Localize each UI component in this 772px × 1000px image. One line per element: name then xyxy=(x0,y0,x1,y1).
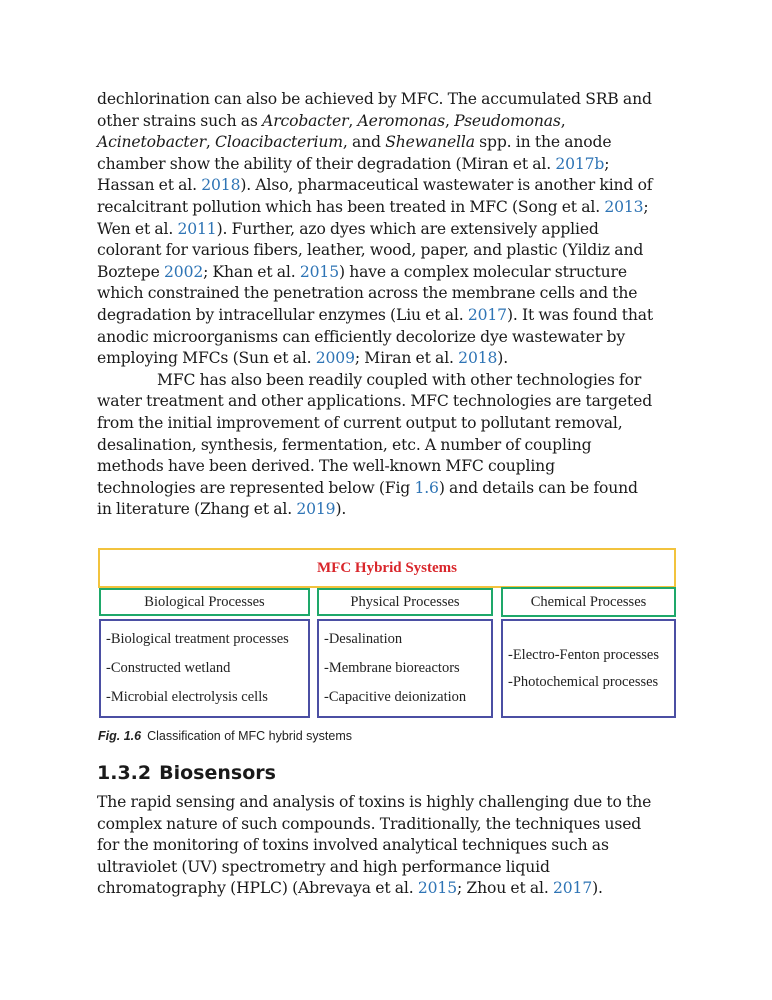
figure-caption-text: Classification of MFC hybrid systems xyxy=(147,729,352,743)
section-title: Biosensors xyxy=(159,762,276,784)
text-run: , xyxy=(560,111,566,130)
body-text-top xyxy=(97,89,677,521)
text-run: anodic microorganisms can efficiently decolorize dye wastewater by xyxy=(97,327,626,346)
text-line xyxy=(97,240,677,262)
text-line xyxy=(97,197,677,219)
figure-reference-link[interactable]: 1.6 xyxy=(414,478,439,497)
text-run: which constrained the penetration across the membrane cells and the xyxy=(97,284,638,303)
text-line xyxy=(97,456,677,478)
figure-title: MFC Hybrid Systems xyxy=(317,559,457,576)
column-header-label: Chemical Processes xyxy=(530,593,647,610)
text-run: employing MFCs (Sun et al. xyxy=(97,349,316,368)
figure-mfc-hybrid-systems xyxy=(98,548,676,720)
text-line xyxy=(97,154,677,176)
text-run: dechlorination can also be achieved by MFC. The accumulated SRB and xyxy=(97,90,652,108)
text-run: ; xyxy=(604,154,610,173)
paragraph-biosensors xyxy=(97,792,677,900)
citation-link[interactable]: 2013 xyxy=(604,197,644,216)
text-run: ). Also, pharmaceutical wastewater is another kind of xyxy=(240,176,653,195)
text-run: ). xyxy=(335,500,347,519)
text-run: in literature (Zhang et al. xyxy=(97,500,297,519)
species-name: Aeromonas xyxy=(357,111,446,130)
text-run: degradation by intracellular enzymes (Liu et al. xyxy=(97,305,468,324)
text-line xyxy=(97,857,677,879)
citation-link[interactable]: 2017 xyxy=(553,879,593,898)
text-run: The rapid sensing and analysis of toxins is highly challenging due to the xyxy=(97,793,652,811)
text-line xyxy=(97,413,677,435)
section-number: 1.3.2 xyxy=(97,762,152,784)
column-body-biological xyxy=(99,619,310,718)
text-run: ) have a complex molecular structure xyxy=(338,262,627,281)
text-line xyxy=(97,305,677,327)
citation-link[interactable]: 2009 xyxy=(315,349,355,368)
text-line xyxy=(97,219,677,241)
citation-link[interactable]: 2019 xyxy=(296,500,336,519)
text-run: methods have been derived. The well-known MFC coupling xyxy=(97,457,555,476)
text-line xyxy=(97,435,677,457)
text-run: Wen et al. xyxy=(97,219,178,238)
process-item: -Electro-Fenton processes xyxy=(508,646,659,663)
text-line xyxy=(97,111,677,133)
text-run: MFC has also been readily coupled with other technologies for xyxy=(157,370,642,389)
process-item: -Constructed wetland xyxy=(106,660,231,676)
text-line xyxy=(97,835,677,857)
citation-link[interactable]: 2011 xyxy=(177,219,217,238)
process-item: -Membrane bioreactors xyxy=(324,660,460,676)
body-text-bottom xyxy=(97,792,677,900)
text-line xyxy=(97,499,677,521)
text-line xyxy=(97,814,677,836)
text-run: , xyxy=(348,111,358,130)
text-line xyxy=(97,327,677,349)
text-run: other strains such as xyxy=(97,111,263,130)
text-run: from the initial improvement of current output to pollutant removal, xyxy=(97,413,623,432)
figure-title-box xyxy=(98,548,676,588)
text-line xyxy=(97,478,677,500)
text-run: Boztepe xyxy=(97,262,165,281)
species-name: Cloacibacterium xyxy=(215,133,343,152)
text-run: ; Miran et al. xyxy=(354,349,459,368)
text-run: spp. in the anode xyxy=(474,133,612,152)
process-item: -Photochemical processes xyxy=(508,673,659,690)
text-line xyxy=(97,283,677,305)
section-heading xyxy=(97,762,276,784)
text-line xyxy=(97,262,677,284)
text-run: recalcitrant pollution which has been treated in MFC (Song et al. xyxy=(97,197,605,216)
text-run: ) and details can be found xyxy=(438,478,638,497)
column-body-chemical xyxy=(501,619,676,718)
column-header-label: Biological Processes xyxy=(144,593,265,610)
text-run: water treatment and other applications. MFC technologies are targeted xyxy=(97,392,653,411)
process-item: -Capacitive deionization xyxy=(324,689,467,705)
citation-link[interactable]: 2018 xyxy=(201,176,241,195)
text-run: ultraviolet (UV) spectrometry and high performance liquid xyxy=(97,857,550,876)
text-run: chamber show the ability of their degradation (Miran et al. xyxy=(97,154,556,173)
text-line xyxy=(97,878,677,900)
text-run: ; xyxy=(643,197,649,216)
citation-link[interactable]: 2002 xyxy=(164,262,204,281)
text-line xyxy=(97,792,677,814)
paragraph-mfc-degradation xyxy=(97,89,677,370)
citation-link[interactable]: 2017b xyxy=(555,154,605,173)
column-header-physical xyxy=(317,588,493,616)
column-header-label: Physical Processes xyxy=(350,593,460,610)
process-item: -Desalination xyxy=(324,631,403,647)
species-name: Arcobacter xyxy=(262,111,349,130)
text-run: technologies are represented below (Fig xyxy=(97,478,415,497)
text-line xyxy=(97,89,677,111)
text-run: ). xyxy=(497,349,509,368)
citation-link[interactable]: 2015 xyxy=(299,262,339,281)
process-item: -Biological treatment processes xyxy=(106,631,289,647)
text-run: ; Zhou et al. xyxy=(456,879,553,898)
citation-link[interactable]: 2017 xyxy=(467,305,507,324)
text-run: colorant for various fibers, leather, wood, paper, and plastic (Yildiz and xyxy=(97,241,644,260)
citation-link[interactable]: 2018 xyxy=(458,349,498,368)
column-body-physical xyxy=(317,619,493,718)
figure-caption xyxy=(98,729,352,743)
text-run: , and xyxy=(342,133,386,152)
text-line xyxy=(97,132,677,154)
text-run: ). xyxy=(592,879,603,898)
text-run: for the monitoring of toxins involved analytical techniques such as xyxy=(97,836,609,855)
text-line xyxy=(97,175,677,197)
column-header-biological xyxy=(99,588,310,616)
citation-link[interactable]: 2015 xyxy=(417,879,457,898)
text-run: complex nature of such compounds. Traditionally, the techniques used xyxy=(97,814,642,833)
text-line xyxy=(97,370,677,392)
text-line xyxy=(97,391,677,413)
text-run: ). It was found that xyxy=(506,305,653,324)
text-run: Hassan et al. xyxy=(97,176,202,195)
text-run: , xyxy=(445,111,455,130)
text-run: desalination, synthesis, fermentation, etc. A number of coupling xyxy=(97,435,592,454)
column-header-chemical xyxy=(501,587,676,617)
text-line xyxy=(97,348,677,370)
process-item: -Microbial electrolysis cells xyxy=(106,689,268,705)
figure-number: Fig. 1.6 xyxy=(98,729,142,743)
paragraph-mfc-coupling xyxy=(97,370,677,521)
text-run: ; Khan et al. xyxy=(203,262,300,281)
text-run: ). Further, azo dyes which are extensively applied xyxy=(216,219,599,238)
text-run: chromatography (HPLC) (Abrevaya et al. xyxy=(97,879,418,898)
text-run: , xyxy=(205,133,216,152)
species-name: Shewanella xyxy=(385,133,475,152)
species-name: Pseudomonas xyxy=(454,111,561,130)
species-name: Acinetobacter xyxy=(97,133,206,152)
